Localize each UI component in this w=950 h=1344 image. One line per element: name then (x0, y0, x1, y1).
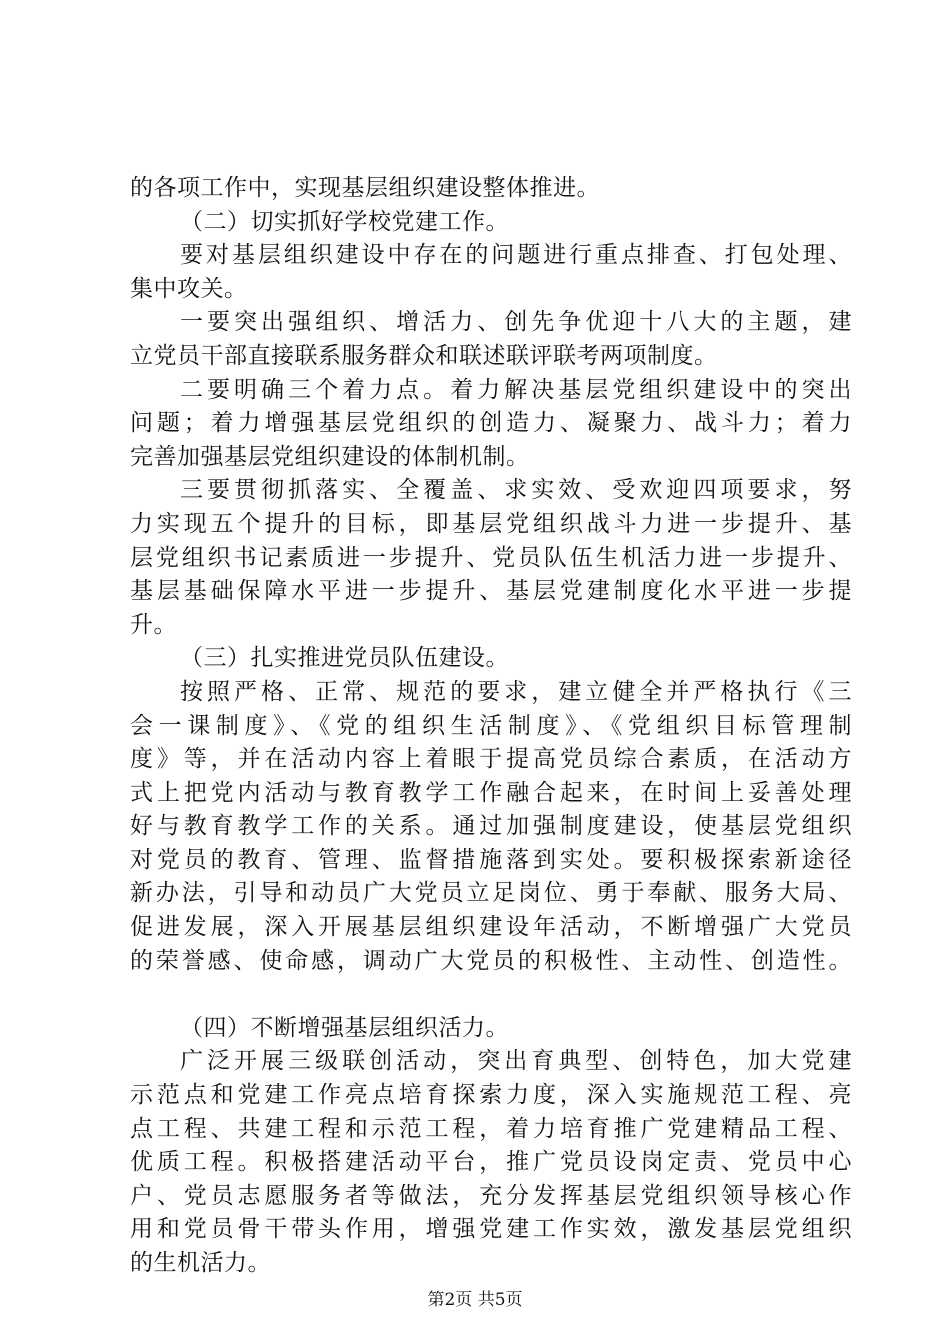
text-line: 示范点和党建工作亮点培育探索力度，深入实施规范工程、亮 (130, 1082, 852, 1109)
section-heading: （二）切实抓好学校党建工作。 (180, 208, 509, 235)
text-line: 会一课制度》、《党的组织生活制度》、《党组织目标管理制 (130, 712, 852, 739)
blank-line (130, 978, 852, 1012)
text-line: 力实现五个提升的目标，即基层党组织战斗力进一步提升、基 (130, 510, 852, 537)
text-line: 点工程、共建工程和示范工程，着力培育推广党建精品工程、 (130, 1115, 852, 1142)
text-line: 户、党员志愿服务者等做法，充分发挥基层党组织领导核心作 (130, 1182, 852, 1209)
text-line: 按照严格、正常、规范的要求，建立健全并严格执行《三 (180, 678, 852, 705)
text-line: 的生机活力。 (130, 1250, 271, 1276)
text-line: 新办法，引导和动员广大党员立足岗位、勇于奉献、服务大局、 (130, 880, 852, 907)
text-line: 升。 (130, 611, 177, 638)
text-line: 广泛开展三级联创活动，突出育典型、创特色，加大党建 (180, 1048, 852, 1075)
text-line: 基层基础保障水平进一步提升、基层党建制度化水平进一步提 (130, 578, 852, 605)
text-line: 集中攻关。 (130, 275, 248, 302)
text-line: 问题；着力增强基层党组织的创造力、凝聚力、战斗力；着力 (130, 410, 852, 437)
text-line: 好与教育教学工作的关系。通过加强制度建设，使基层党组织 (130, 813, 852, 840)
text-line: 的各项工作中，实现基层组织建设整体推进。 (130, 175, 600, 201)
section-heading: （四）不断增强基层组织活力。 (180, 1014, 509, 1041)
text-line: 完善加强基层党组织建设的体制机制。 (130, 443, 530, 470)
page-footer: 第2页 共5页 (427, 1290, 523, 1310)
text-line: 一要突出强组织、增活力、创先争优迎十八大的主题，建 (180, 309, 852, 336)
text-line: 立党员干部直接联系服务群众和联述联评联考两项制度。 (130, 342, 718, 369)
section-heading: （三）扎实推进党员队伍建设。 (180, 645, 509, 672)
text-line: 层党组织书记素质进一步提升、党员队伍生机活力进一步提升、 (130, 544, 852, 571)
text-line: 度》等，并在活动内容上着眼于提高党员综合素质，在活动方 (130, 746, 852, 773)
text-line: 二要明确三个着力点。着力解决基层党组织建设中的突出 (180, 376, 852, 403)
text-line: 三要贯彻抓落实、全覆盖、求实效、受欢迎四项要求，努 (180, 477, 852, 504)
text-line: 对党员的教育、管理、监督措施落到实处。要积极探索新途径 (130, 846, 852, 873)
text-line: 促进发展，深入开展基层组织建设年活动，不断增强广大党员 (130, 914, 852, 941)
text-line: 要对基层组织建设中存在的问题进行重点排查、打包处理、 (180, 242, 852, 269)
text-line: 式上把党内活动与教育教学工作融合起来，在时间上妥善处理 (130, 779, 852, 806)
text-line: 的荣誉感、使命感，调动广大党员的积极性、主动性、创造性。 (130, 947, 852, 974)
document-body (130, 172, 852, 1281)
text-line: 用和党员骨干带头作用，增强党建工作实效，激发基层党组织 (130, 1216, 852, 1243)
text-line: 优质工程。积极搭建活动平台，推广党员设岗定责、党员中心 (130, 1149, 852, 1176)
